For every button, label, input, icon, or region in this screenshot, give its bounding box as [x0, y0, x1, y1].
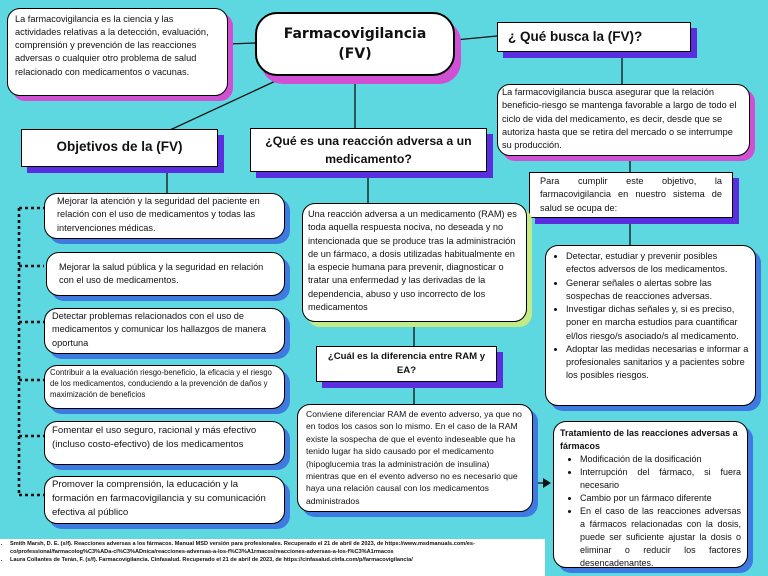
objetivo-item-2: Mejorar la salud pública y la seguridad en relación con el uso de medicamentos. [46, 252, 285, 296]
ram-heading: ¿Qué es una reacción adversa a un medicamento? [250, 128, 487, 172]
ram-definition: Una reacción adversa a un medicamento (RAM) es toda aquella respuesta nociva, no deseada y no intencionada que se produce tras la administración de un fármaco, a dosis utilizadas habitualmente en la especie humana para prevenir, diagnosticar o tratar una enfermedad y las derivadas de la dependencia, abuso y uso incorrecto de los medicamentos [302, 203, 527, 322]
definition-box: La farmacovigilancia es la ciencia y las actividades relativas a la detección, evaluación, comprensión y prevención de las reacciones adversas o cualquier otro problema de salud relacionado con medicamentos o vacunas. [7, 8, 228, 96]
objetivo-item-3: Detectar problemas relacionados con el uso de medicamentos y comunicar los hallazgos de manera oportuna [44, 308, 285, 354]
fv-task-item: • Investigar dichas señales y, si es preciso, poner en marcha estudios para cuantificar el/los riesgo/s asociado/s al medicamento. [566, 303, 749, 343]
reference-item: • Smith Marsh, D. E. (s/f). Reacciones adversas a los fármacos. Manual MSD versión para profesionales. Recuperado el 21 de abril de 2023, de https://www.msdmanuals.com/es-co/professional/farmacolog%C3%ADa-cl%C3%ADnica/reacciones-adversas-a-los-f%C3%A1rmacos/reacciones-adversas-a-los-f%C3%A1rmacos [10, 541, 542, 557]
que-busca-intro: Para cumplir este objetivo, la farmacovigilancia en nuestro sistema de salud se ocupa de: [529, 172, 733, 218]
diferencia-text: Conviene diferenciar RAM de evento adverso, ya que no en todos los casos son lo mismo. En el caso de la RAM existe la sospecha de que el evento indeseable que ha tenido lugar ha sido causado por el medicamento (hipoglucemia tras la administración de insulina) mientras que en el evento adverso no es necesario que haya una relación causal con los medicamentos administrados [297, 404, 533, 512]
tratamiento-item: • En el caso de las reacciones adversas a fármacos relacionadas con la dosis, puede ser suficiente ajustar la dosis o eliminar o reducir los factores desencadenantes. [580, 505, 741, 570]
tratamiento-item: • Interrupción del fármaco, si fuera necesario [580, 466, 741, 492]
objetivos-heading: Objetivos de la (FV) [21, 129, 218, 167]
objetivo-item-4: Contribuir a la evaluación riesgo-beneficio, la eficacia y el riesgo de los medicamentos, conduciendo a la prevención de daños y maximización de beneficios [44, 365, 285, 409]
que-busca-text: La farmacovigilancia busca asegurar que la relación beneficio-riesgo se mantenga favorable a largo de todo el ciclo de vida del medicamento, es decir, desde que se autoriza hasta que se retira del mercado o se interrumpe su producción. [497, 84, 750, 156]
tratamiento-box [553, 421, 748, 568]
fv-task-item: • Detectar, estudiar y prevenir posibles efectos adversos de los medicamentos. [566, 250, 749, 277]
tratamiento-heading: Tratamiento de las reacciones adversas a fármacos [560, 428, 738, 451]
reference-item: • Laura Collantes de Terán, F. (s/f). Farmacovigilancia. Cinfasalud. Recuperado el 21 de abril de 2023, de https://cinfasalud.cinfa.com/p/farmacovigilancia/ [10, 557, 542, 565]
main-title: Farmacovigilancia (FV) [255, 12, 455, 76]
objetivo-item-1: Mejorar la atención y la seguridad del paciente en relación con el uso de medicamentos y todas las intervenciones médicas. [44, 193, 285, 239]
tratamiento-item: • Modificación de la dosificación [580, 453, 741, 466]
fv-task-item: • Generar señales o alertas sobre las sospechas de reacciones adversas. [566, 277, 749, 304]
fv-tasks-list [545, 245, 756, 406]
diferencia-heading: ¿Cuál es la diferencia entre RAM y EA? [316, 346, 497, 382]
objetivo-item-5: Fomentar el uso seguro, racional y más efectivo (incluso costo-efectivo) de los medicamentos [44, 421, 285, 465]
objetivo-item-6: Promover la comprensión, la educación y la formación en farmacovigilancia y su comunicación efectiva al público [44, 476, 285, 524]
que-busca-heading: ¿ Qué busca la (FV)? [497, 22, 691, 52]
references [0, 539, 545, 576]
tratamiento-item: • Cambio por un fármaco diferente [580, 492, 741, 505]
fv-task-item: • Adoptar las medidas necesarias e informar a profesionales sanitarios y a pacientes sobre los posibles riesgos. [566, 343, 749, 383]
